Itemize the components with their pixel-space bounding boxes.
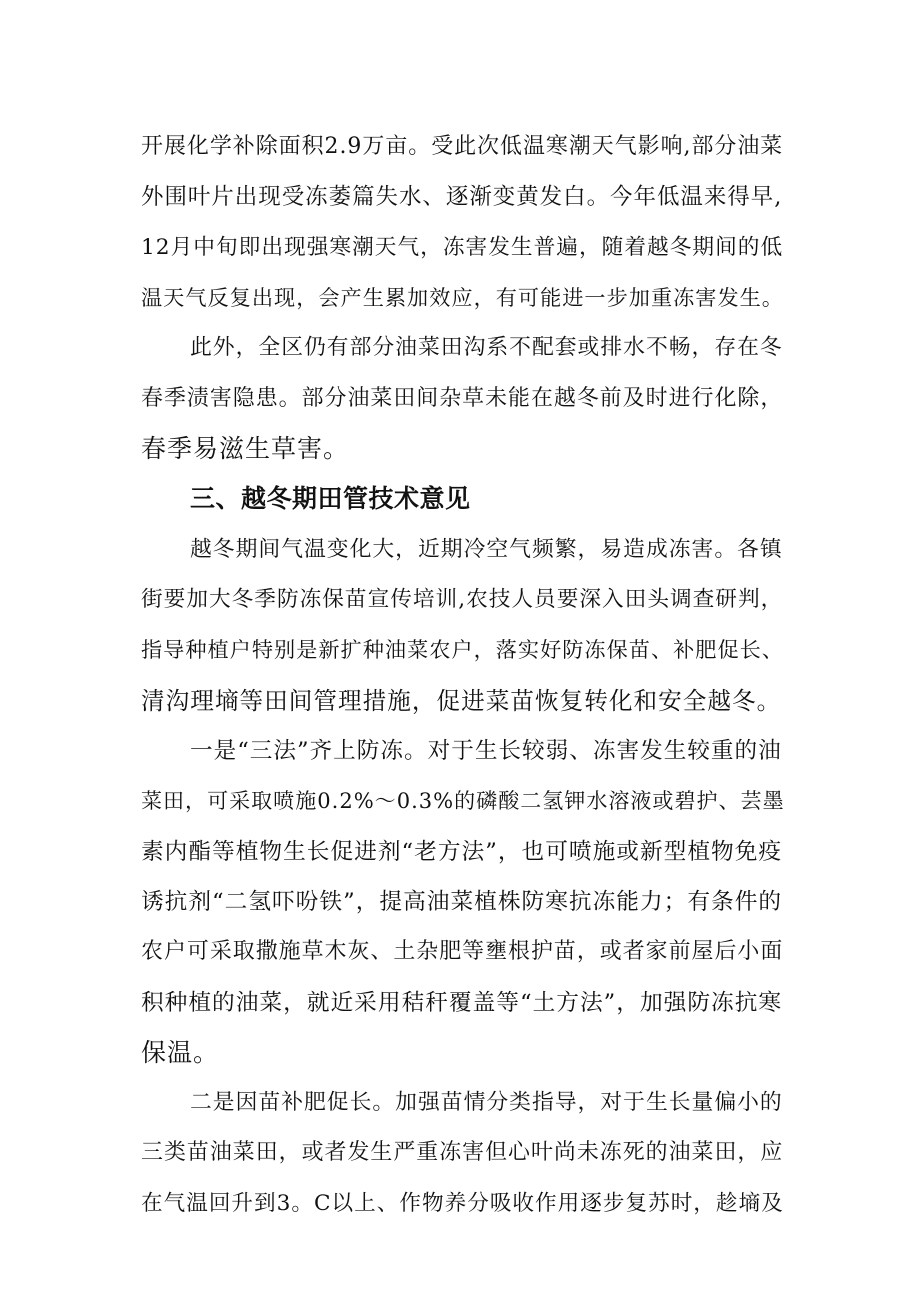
text-line: 二是因苗补肥促长。加强苗情分类指导，对于生长量偏小的	[190, 1090, 783, 1115]
text-line: 开展化学补除面积2.9万亩。受此次低温寒潮天气影响,部分油菜	[141, 134, 784, 159]
section-heading: 三、越冬期田管技术意见	[190, 484, 471, 513]
text-line: 外围叶片出现受冻萎篇失水、逐渐变黄发白。今年低温来得早,	[141, 184, 783, 210]
text-line: 12月中旬即出现强寒潮天气，冻害发生普遍，随着越冬期间的低	[141, 235, 784, 260]
text-line: 此外，全区仍有部分油菜田沟系不配套或排水不畅，存在冬	[190, 335, 783, 360]
text-line: 清沟理墒等田间管理措施，促进菜苗恢复转化和安全越冬。	[141, 687, 782, 715]
text-line: 温天气反复出现，会产生累加效应，有可能进一步加重冻害发生。	[141, 285, 784, 310]
text-line: 在气温回升到3。C以上、作物养分吸收作用逐步复苏时，趁墒及	[141, 1191, 784, 1216]
text-line: 一是“三法”齐上防冻。对于生长较弱、冻害发生较重的油	[190, 738, 782, 764]
text-line: 农户可采取撒施草木灰、土杂肥等壅根护苗，或者家前屋后小面	[141, 939, 784, 964]
text-line: 春季渍害隐患。部分油菜田间杂草未能在越冬前及时进行化除，	[141, 386, 784, 411]
text-line: 街要加大冬季防冻保苗宣传培训,农技人员要深入田头调查研判，	[141, 587, 784, 612]
text-line: 诱抗剂“二氢吓吩铁”，提高油菜植株防寒抗冻能力；有条件的	[141, 889, 783, 915]
text-line: 指导种植户特别是新扩种油菜农户，落实好防冻保苗、补肥促长、	[141, 637, 784, 662]
text-line: 保温。	[141, 1038, 220, 1067]
text-line: 素内酯等植物生长促进剂“老方法”，也可喷施或新型植物免疫	[141, 839, 783, 865]
text-line: 越冬期间气温变化大，近期冷空气频繁，易造成冻害。各镇	[190, 537, 783, 562]
text-line: 三类苗油菜田，或者发生严重冻害但心叶尚未冻死的油菜田，应	[141, 1140, 784, 1165]
text-line: 菜田，可采取喷施0.2%～0.3%的磷酸二氢钾水溶液或碧护、芸墨	[141, 788, 785, 813]
text-line: 积种植的油菜，就近采用秸秆覆盖等“土方法”，加强防冻抗寒	[141, 990, 783, 1016]
text-line: 春季易滋生草害。	[141, 434, 350, 463]
